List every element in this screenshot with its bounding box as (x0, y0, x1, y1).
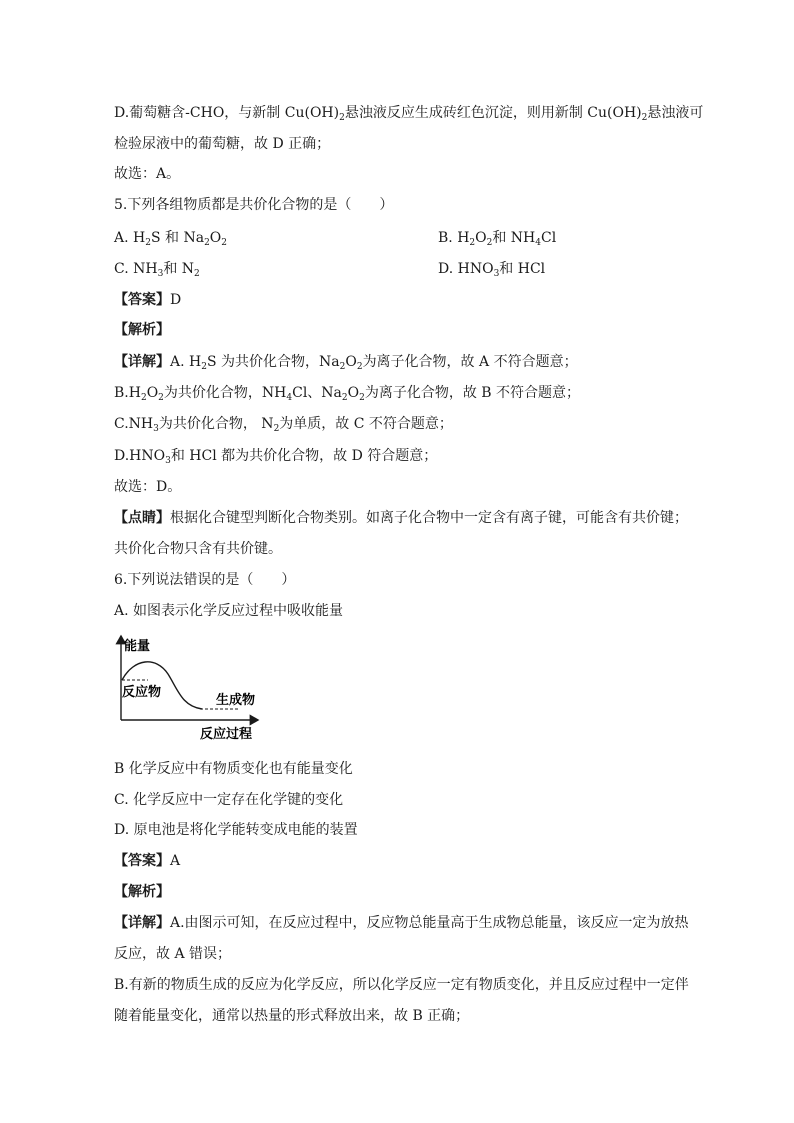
subscript: 2 (356, 362, 363, 372)
text: 根据化合键型判断化合物类别。如离子化合物中一定含有离子键，可能含有共价键； (170, 510, 688, 526)
subscript: 2 (194, 269, 200, 279)
q4-option-d-explanation-line1 (114, 103, 703, 123)
q5-option-d (438, 259, 545, 279)
subscript: 2 (145, 238, 151, 248)
subscript: 3 (153, 424, 159, 434)
text: S 为共价化合物，Na (206, 354, 340, 370)
text: O (347, 385, 360, 401)
subscript: 2 (140, 393, 147, 403)
q6-option-b: B 化学反应中有物质变化也有能量变化 (114, 761, 353, 777)
text: 悬浊液可 (647, 105, 704, 121)
subscript: 2 (221, 238, 228, 248)
q4-option-d-explanation-line2: 检验尿液中的葡萄糖，故 D 正确； (114, 136, 331, 152)
q5-detail-c (114, 414, 453, 434)
text: O (345, 354, 357, 370)
q6-detail-a-line2: 反应，故 A 错误； (114, 946, 232, 962)
subscript: 2 (158, 393, 164, 403)
q6-stem: 6.下列说法错误的是（ ） (114, 572, 296, 588)
q4-choice: 故选：A。 (114, 166, 181, 182)
detail-tag: 【详解】 (114, 354, 170, 370)
text: O (475, 230, 487, 246)
text: 和 N (163, 261, 195, 277)
text: D. HNO (438, 261, 494, 277)
detail-tag: 【详解】 (114, 915, 170, 931)
text: D.葡萄糖含-CHO，与新制 Cu(OH) (114, 105, 340, 121)
subscript: 3 (493, 269, 500, 279)
text: Cl、Na (292, 385, 342, 401)
text: 和 HCl (499, 261, 546, 277)
text: Cl (541, 230, 557, 246)
subscript: 4 (286, 393, 293, 403)
subscript: 2 (359, 393, 365, 403)
subscript: 2 (204, 238, 210, 248)
answer-value: D (170, 292, 182, 308)
energy-diagram (112, 632, 282, 744)
product-label: 生成物 (216, 693, 256, 708)
y-axis-label: 能量 (124, 639, 151, 654)
energy-diagram-svg (112, 632, 282, 744)
text: 和 HCl 都为共价化合物，故 D 符合题意； (170, 448, 438, 464)
q5-detail-a (114, 352, 578, 372)
answer-tag: 【答案】 (114, 853, 170, 869)
q5-note-line1 (114, 508, 688, 528)
text: B. H (438, 230, 470, 246)
subscript: 3 (157, 269, 164, 279)
q5-detail-d (114, 446, 437, 466)
q5-option-c (114, 259, 200, 279)
subscript: 4 (535, 238, 542, 248)
answer-tag: 【答案】 (114, 292, 170, 308)
text: B.H (114, 385, 141, 401)
text: O (209, 230, 222, 246)
q6-option-d: D. 原电池是将化学能转变成电能的装置 (114, 822, 358, 838)
q6-analysis-tag: 【解析】 (114, 884, 170, 900)
text: 为离子化合物，故 A 不符合题意； (362, 354, 578, 370)
text: 为共价化合物， N (158, 416, 274, 432)
text: 悬浊液反应生成砖红色沉淀，则用新制 Cu(OH) (344, 105, 642, 121)
q6-detail-b-line2: 随着能量变化，通常以热量的形式释放出来，故 B 正确； (114, 1008, 470, 1024)
text: 为单质，故 C 不符合题意； (279, 416, 453, 432)
answer-value: A (170, 853, 181, 869)
q5-note-line2: 共价化合物只含有共价键。 (114, 541, 282, 557)
reactant-label: 反应物 (122, 685, 162, 700)
note-tag: 【点睛】 (114, 510, 170, 526)
text: S 和 Na (150, 230, 205, 246)
subscript: 2 (339, 362, 346, 372)
text: C.NH (114, 416, 154, 432)
subscript: 3 (165, 456, 171, 466)
text: 和 NH (492, 230, 536, 246)
q6-option-c: C. 化学反应中一定存在化学键的变化 (114, 792, 344, 808)
text: A. H (114, 230, 146, 246)
subscript: 2 (201, 362, 207, 372)
q5-analysis-tag: 【解析】 (114, 322, 170, 338)
text: A. H (170, 354, 202, 370)
q6-answer (114, 851, 180, 871)
q5-stem: 5.下列各组物质都是共价化合物的是（ ） (114, 197, 394, 213)
x-axis-label: 反应过程 (200, 727, 253, 742)
text: 为共价化合物，NH (163, 385, 287, 401)
text: A.由图示可知，在反应过程中，反应物总能量高于生成物总能量，该反应一定为放热 (170, 915, 689, 931)
q5-choice: 故选：D。 (114, 479, 182, 495)
q6-option-a: A. 如图表示化学反应过程中吸收能量 (114, 603, 344, 619)
q6-detail-b-line1: B.有新的物质生成的反应为化学反应，所以化学反应一定有物质变化，并且反应过程中一定伴 (114, 977, 689, 993)
q6-detail-a-line1 (114, 913, 689, 933)
q5-answer (114, 290, 181, 310)
q5-option-b (438, 228, 556, 248)
subscript: 2 (339, 113, 345, 123)
text: C. NH (114, 261, 158, 277)
subscript: 2 (641, 113, 648, 123)
subscript: 2 (486, 238, 493, 248)
subscript: 2 (341, 393, 348, 403)
subscript: 2 (469, 238, 476, 248)
q5-detail-b (114, 383, 580, 403)
text: O (146, 385, 159, 401)
text: 为离子化合物，故 B 不符合题意； (364, 385, 581, 401)
q5-option-a (114, 228, 227, 248)
subscript: 2 (273, 424, 280, 434)
text: D.HNO (114, 448, 166, 464)
